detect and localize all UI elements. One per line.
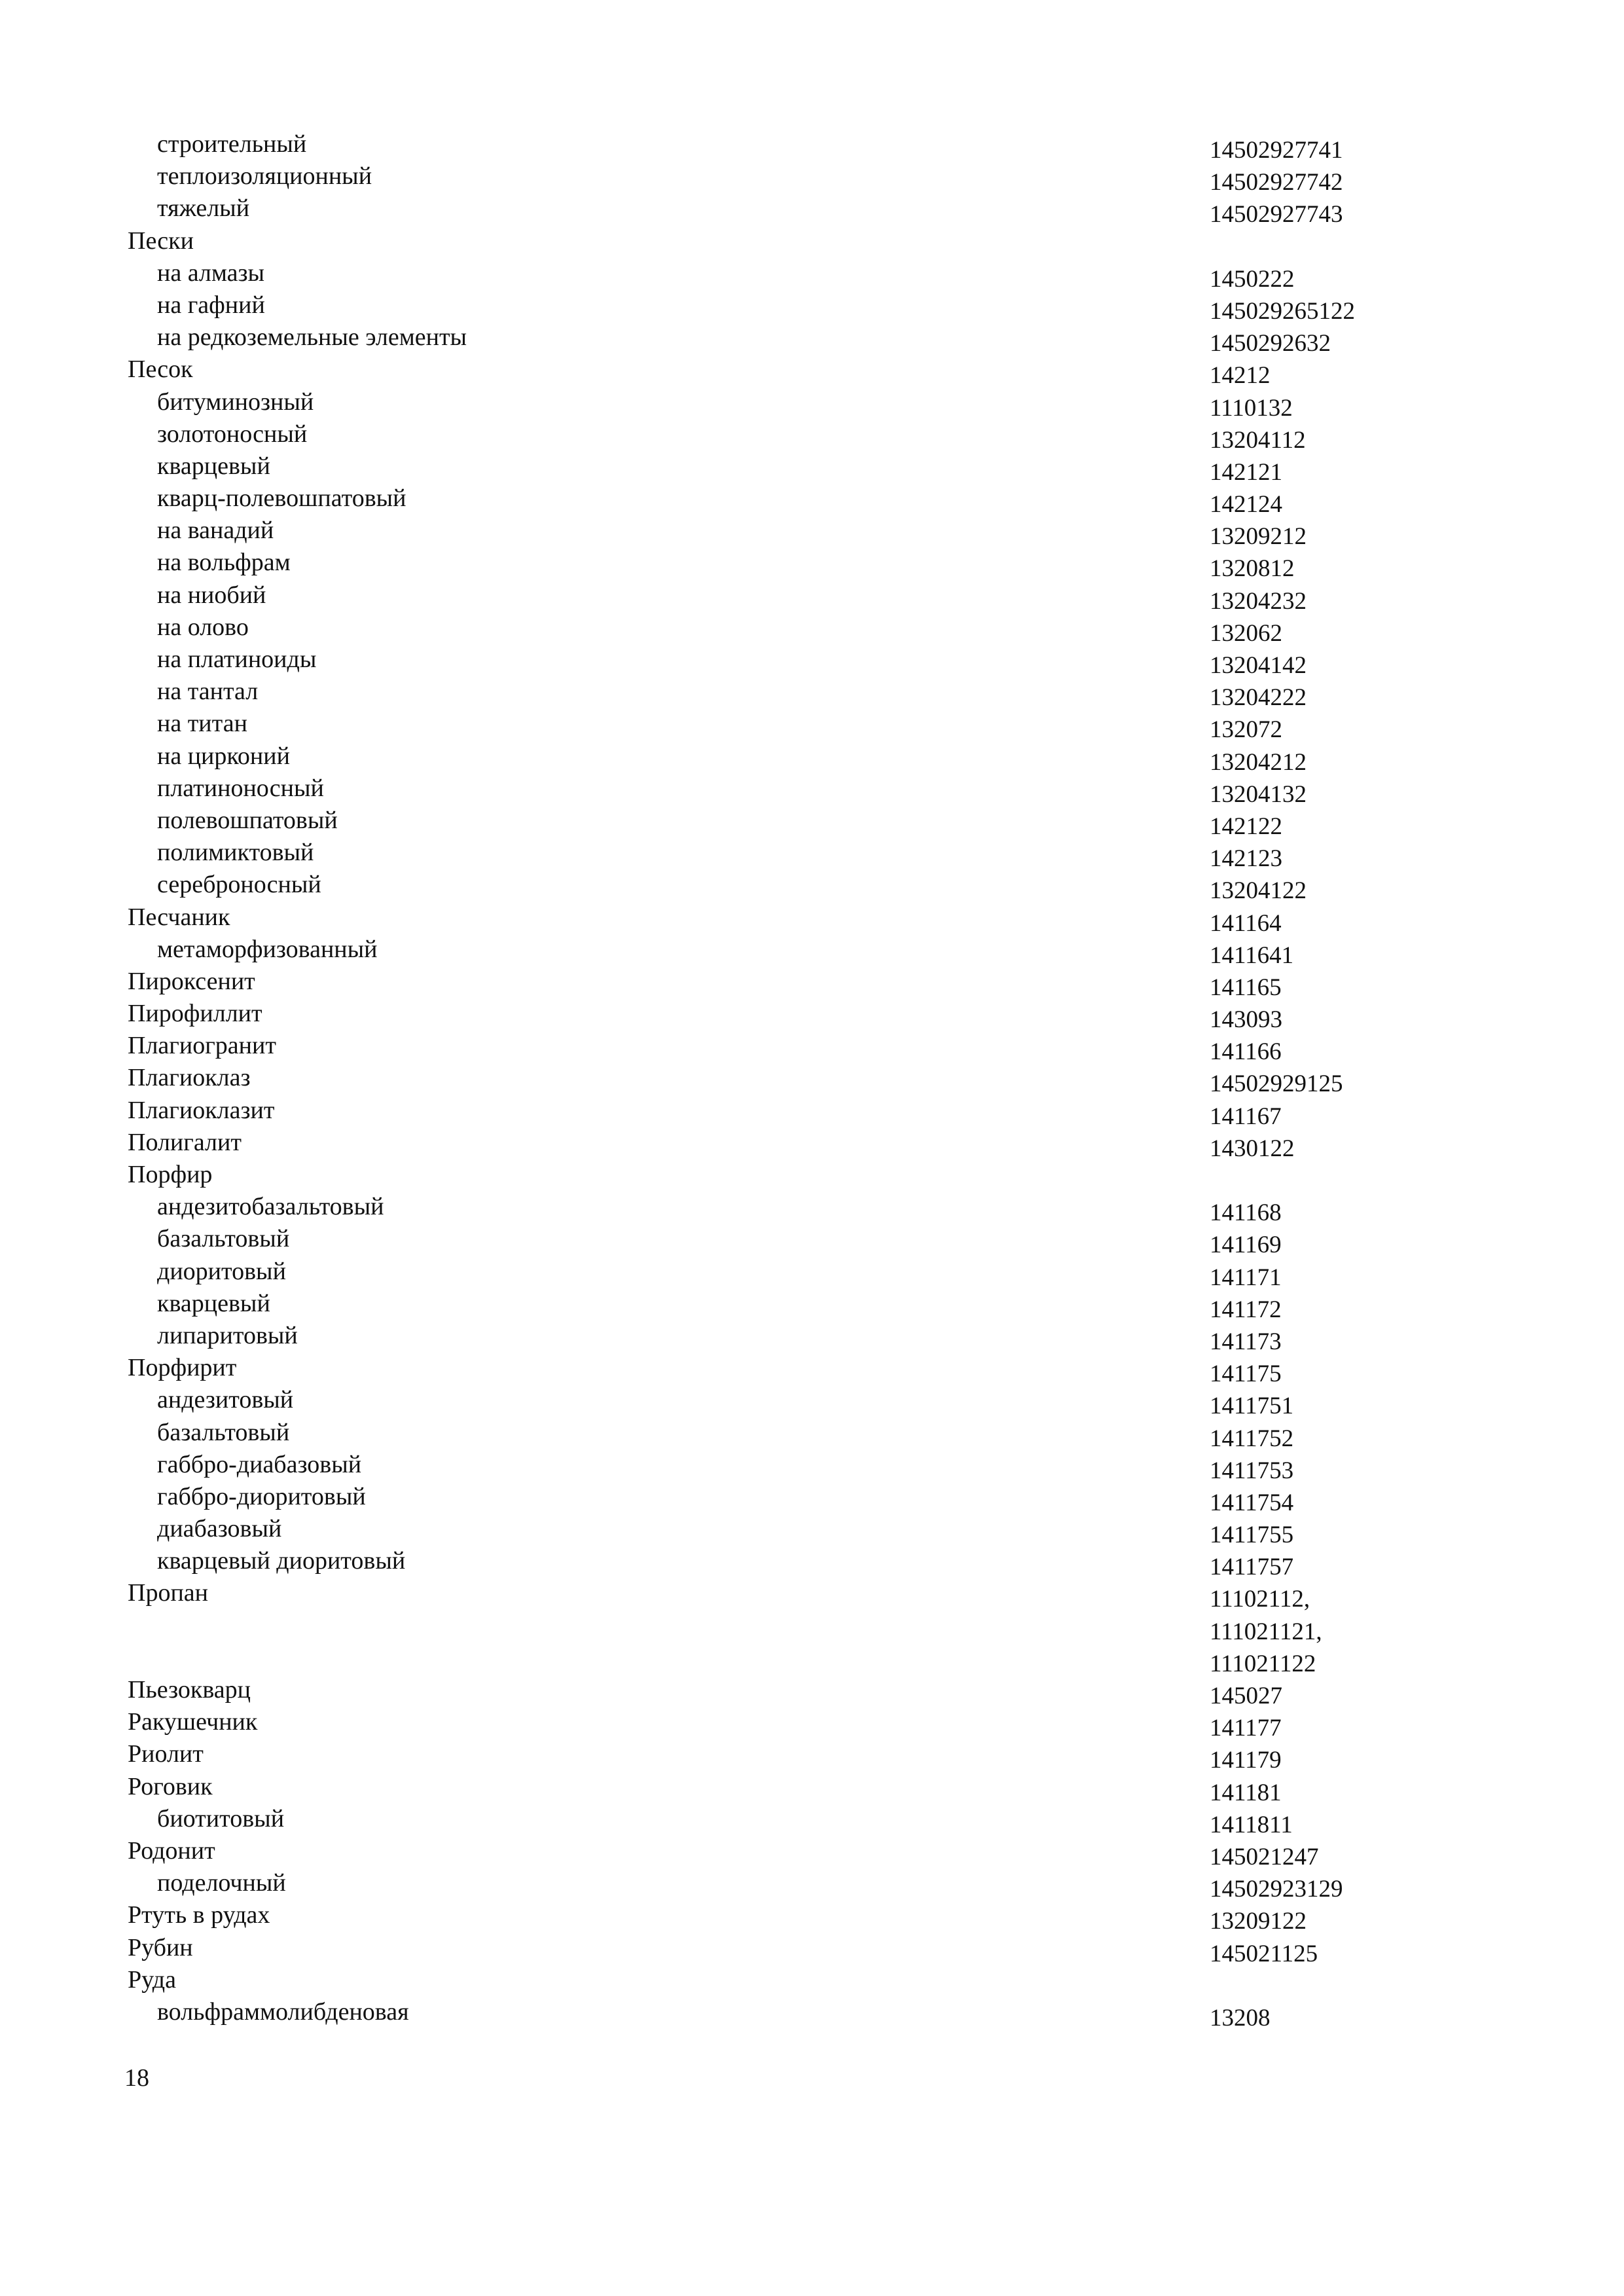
entry-term: на алмазы — [157, 259, 265, 287]
index-entry — [0, 1803, 1624, 1838]
entry-term: габбро-диоритовый — [157, 1482, 366, 1510]
entry-term: сереброносный — [157, 871, 321, 899]
entry-code: 141165 — [1210, 974, 1282, 1001]
entry-term: строительный — [157, 130, 307, 158]
entry-code: 142122 — [1210, 812, 1282, 840]
index-entry — [0, 1062, 1624, 1098]
entry-code: 1320812 — [1210, 555, 1295, 583]
entry-code: 143093 — [1210, 1006, 1282, 1034]
entry-code: 13204212 — [1210, 748, 1307, 776]
index-entry — [0, 837, 1624, 873]
entry-term: кварц-полевошпатовый — [157, 484, 406, 513]
index-entry — [0, 1352, 1624, 1388]
entry-term: на ванадий — [157, 517, 274, 545]
entry-code: 142124 — [1210, 491, 1282, 519]
index-entry — [0, 515, 1624, 551]
entry-code: 14502923129 — [1210, 1876, 1343, 1903]
entry-code: 13204222 — [1210, 684, 1307, 712]
index-entry — [0, 1417, 1624, 1452]
entry-term: полевошпатовый — [157, 806, 338, 834]
entry-term: на титан — [157, 710, 247, 738]
index-entry — [0, 1127, 1624, 1162]
entry-term: золотоносный — [157, 420, 308, 448]
index-entry — [0, 257, 1624, 293]
entry-code: 142121 — [1210, 458, 1282, 486]
index-entry — [0, 289, 1624, 325]
entry-term: диоритовый — [157, 1257, 286, 1285]
entry-code: 1411755 — [1210, 1522, 1294, 1549]
entry-term: Порфир — [128, 1161, 213, 1188]
entry-code: 141177 — [1210, 1715, 1282, 1742]
entry-term: андезитовый — [157, 1386, 294, 1414]
entry-term: Песок — [128, 355, 193, 384]
entry-code: 14502927743 — [1210, 201, 1343, 228]
entry-term: на вольфрам — [157, 549, 291, 577]
entry-code: 132062 — [1210, 619, 1282, 647]
entry-code: 1411751 — [1210, 1393, 1294, 1420]
index-entry — [0, 418, 1624, 454]
entry-term: на цирконий — [157, 742, 290, 770]
entry-code: 14502929125 — [1210, 1070, 1343, 1098]
entry-code: 1411753 — [1210, 1457, 1294, 1484]
entry-code: 13204112 — [1210, 426, 1306, 454]
entry-code: 145027 — [1210, 1683, 1282, 1709]
index-entry — [0, 869, 1624, 905]
entry-code: 1411641 — [1210, 941, 1294, 969]
index-entry — [0, 1095, 1624, 1130]
entry-code: 1450222 — [1210, 265, 1295, 293]
entry-term: Ракушечник — [128, 1708, 258, 1736]
entry-term: поделочный — [157, 1869, 286, 1897]
index-entry — [0, 902, 1624, 937]
entry-code: 142123 — [1210, 845, 1282, 873]
entry-code: 14502927741 — [1210, 137, 1343, 164]
entry-term: диабазовый — [157, 1515, 282, 1543]
index-entry — [0, 450, 1624, 486]
index-entry — [0, 676, 1624, 712]
entry-term: полимиктовый — [157, 839, 314, 867]
entry-code: 11102112, — [1210, 1586, 1310, 1613]
index-entry — [0, 1642, 1624, 1677]
index-entry — [0, 1996, 1624, 2032]
entry-term: Руда — [128, 1965, 176, 1994]
entry-code: 141181 — [1210, 1779, 1282, 1806]
entry-term: Рубин — [128, 1933, 193, 1961]
entry-code: 14502927742 — [1210, 169, 1343, 196]
index-entry — [0, 225, 1624, 257]
entry-term: кварцевый диоритовый — [157, 1547, 406, 1575]
entry-term: Пирофиллит — [128, 1000, 262, 1028]
entry-term: на олово — [157, 613, 249, 641]
index-entry — [0, 1481, 1624, 1516]
index-entry — [0, 1674, 1624, 1709]
entry-code: 141173 — [1210, 1328, 1282, 1355]
entry-code: 111021122 — [1210, 1650, 1316, 1677]
index-entry — [0, 1191, 1624, 1227]
page-number: 18 — [124, 2064, 149, 2092]
entry-code: 13209212 — [1210, 523, 1307, 551]
index-entry — [0, 1706, 1624, 1742]
entry-term: андезитобазальтовый — [157, 1193, 384, 1221]
entry-code: 1110132 — [1210, 394, 1293, 422]
entry-code: 141167 — [1210, 1102, 1282, 1130]
entry-term: платиноносный — [157, 774, 324, 802]
index-entry — [0, 192, 1624, 228]
entry-code: 1411757 — [1210, 1554, 1294, 1581]
index-entry — [0, 1256, 1624, 1291]
entry-code: 145021247 — [1210, 1843, 1319, 1870]
entry-term: Порфирит — [128, 1354, 237, 1382]
entry-code: 132072 — [1210, 716, 1282, 744]
index-entry — [0, 1159, 1624, 1191]
index-entry — [0, 1030, 1624, 1066]
entry-term: кварцевый — [157, 452, 270, 480]
entry-term: метаморфизованный — [157, 935, 378, 963]
index-entry — [0, 644, 1624, 679]
entry-term: теплоизоляционный — [157, 162, 372, 191]
index-entry — [0, 740, 1624, 776]
entry-code: 111021121, — [1210, 1618, 1322, 1645]
entry-code: 1430122 — [1210, 1135, 1295, 1162]
entry-code: 141166 — [1210, 1038, 1282, 1066]
entry-term: вольфраммолибденовая — [157, 1997, 409, 2026]
entry-term: кварцевый — [157, 1289, 270, 1317]
entry-code: 141172 — [1210, 1296, 1282, 1323]
entry-code: 13204142 — [1210, 652, 1307, 679]
index-entry — [0, 483, 1624, 519]
index-entry-list — [0, 128, 1624, 2032]
index-entry — [0, 1384, 1624, 1420]
index-entry — [0, 1320, 1624, 1355]
index-entry — [0, 1932, 1624, 1967]
index-entry — [0, 611, 1624, 647]
entry-code: 1411754 — [1210, 1489, 1294, 1516]
entry-term: на платиноиды — [157, 646, 317, 673]
entry-code: 13209122 — [1210, 1908, 1307, 1935]
index-entry — [0, 1867, 1624, 1903]
entry-code: 141175 — [1210, 1360, 1282, 1388]
index-entry — [0, 998, 1624, 1034]
entry-term: Родонит — [128, 1836, 215, 1865]
entry-term: Ртуть в рудах — [128, 1901, 270, 1929]
entry-term: базальтовый — [157, 1225, 290, 1253]
index-entry — [0, 1771, 1624, 1806]
entry-term: Риолит — [128, 1740, 204, 1768]
entry-code: 141168 — [1210, 1199, 1282, 1227]
entry-term: Пески — [128, 227, 194, 255]
entry-term: Пропан — [128, 1579, 208, 1607]
entry-code: 145029265122 — [1210, 297, 1355, 325]
entry-code: 145021125 — [1210, 1940, 1318, 1967]
entry-term: липаритовый — [157, 1321, 298, 1349]
index-entry — [0, 1449, 1624, 1484]
index-entry — [0, 966, 1624, 1001]
index-entry — [0, 1288, 1624, 1323]
index-entry — [0, 579, 1624, 615]
entry-code: 1411752 — [1210, 1425, 1294, 1452]
index-entry — [0, 773, 1624, 808]
entry-term: на гафний — [157, 291, 265, 319]
index-entry — [0, 547, 1624, 583]
index-entry — [0, 805, 1624, 840]
entry-term: Плагиоклаз — [128, 1064, 251, 1092]
entry-term: биотитовый — [157, 1804, 285, 1832]
entry-term: на тантал — [157, 678, 259, 706]
index-entry — [0, 1545, 1624, 1581]
entry-term: Роговик — [128, 1772, 213, 1800]
entry-term: Пироксенит — [128, 967, 255, 995]
index-entry — [0, 708, 1624, 744]
entry-term: тяжелый — [157, 194, 250, 223]
entry-term: Плагиоклазит — [128, 1096, 275, 1124]
entry-code: 13204232 — [1210, 587, 1307, 615]
entry-term: базальтовый — [157, 1418, 290, 1446]
index-entry — [0, 1738, 1624, 1774]
entry-term: Песчаник — [128, 903, 230, 931]
index-entry — [0, 354, 1624, 390]
entry-term: на редкоземельные элементы — [157, 323, 467, 352]
index-entry — [0, 128, 1624, 164]
entry-term: Плагиогранит — [128, 1032, 276, 1060]
entry-code: 13208 — [1210, 2004, 1271, 2032]
entry-code: 141164 — [1210, 909, 1282, 937]
entry-code: 1450292632 — [1210, 330, 1331, 357]
entry-code: 141171 — [1210, 1264, 1282, 1291]
entry-code: 14212 — [1210, 362, 1271, 390]
entry-code: 141179 — [1210, 1747, 1282, 1774]
entry-code: 1411811 — [1210, 1811, 1293, 1838]
entry-term: Пьезокварц — [128, 1676, 251, 1704]
index-entry — [0, 386, 1624, 422]
index-entry — [0, 160, 1624, 196]
index-entry — [0, 934, 1624, 969]
index-entry — [0, 1223, 1624, 1259]
entry-term: габбро-диабазовый — [157, 1450, 362, 1478]
index-entry — [0, 1899, 1624, 1935]
entry-code: 141169 — [1210, 1231, 1282, 1259]
entry-term: Полигалит — [128, 1128, 242, 1156]
entry-code: 13204132 — [1210, 780, 1307, 808]
index-entry — [0, 1610, 1624, 1645]
index-entry — [0, 1577, 1624, 1613]
index-entry — [0, 1835, 1624, 1870]
index-entry — [0, 1513, 1624, 1549]
entry-code: 13204122 — [1210, 877, 1307, 905]
entry-term: битуминозный — [157, 388, 314, 416]
index-entry — [0, 1964, 1624, 1996]
index-entry — [0, 321, 1624, 357]
entry-term: на ниобий — [157, 581, 266, 609]
